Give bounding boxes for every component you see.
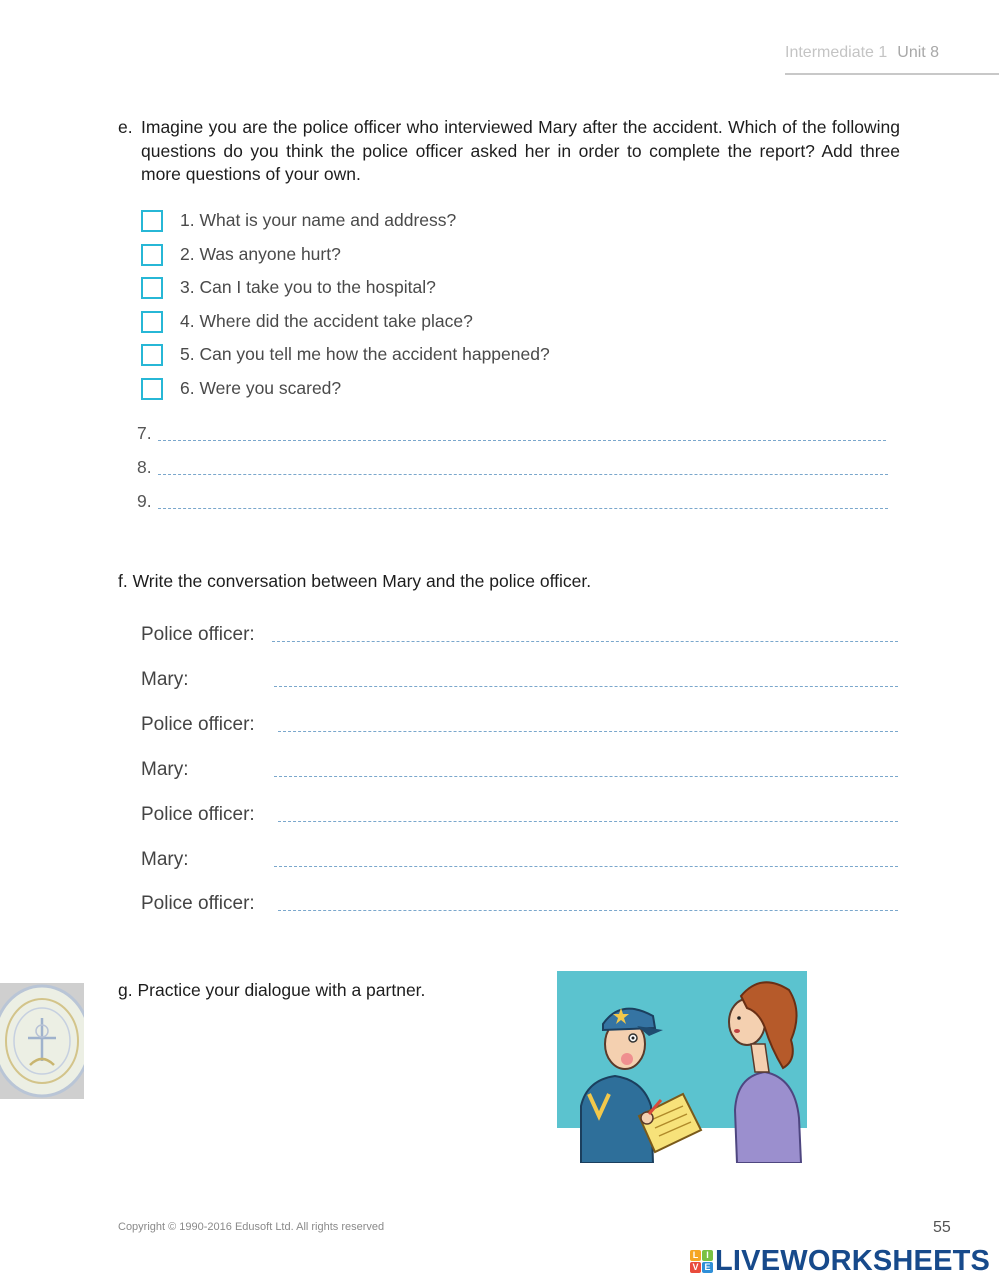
dialogue-line[interactable] xyxy=(274,866,898,867)
live-grid-icon xyxy=(690,1250,713,1273)
answer-line-7[interactable] xyxy=(158,440,886,441)
question-label: 5. Can you tell me how the accident happened? xyxy=(180,344,550,364)
blank-number: 8. xyxy=(137,457,152,477)
speaker-label: Mary: xyxy=(141,759,189,780)
brand-name: LIVEWORKSHEETS xyxy=(715,1244,991,1277)
logo-letter: V xyxy=(690,1262,701,1273)
speaker-label: Police officer: xyxy=(141,804,255,825)
dialogue-line[interactable] xyxy=(278,910,898,911)
speaker-label: Mary: xyxy=(141,669,189,690)
question-checkbox[interactable] xyxy=(141,311,163,333)
unit-label: Unit 8 xyxy=(897,44,940,61)
question-item xyxy=(141,275,436,300)
exercise-e-prompt xyxy=(118,116,900,187)
question-item xyxy=(141,242,341,267)
answer-line-8[interactable] xyxy=(158,474,888,475)
dialogue-line[interactable] xyxy=(272,641,898,642)
question-item xyxy=(141,342,550,367)
question-label: 1. What is your name and address? xyxy=(180,210,457,230)
dialogue-line[interactable] xyxy=(274,686,898,687)
seal-icon xyxy=(0,983,84,1099)
police-interview-illustration xyxy=(551,968,809,1163)
unit-header xyxy=(785,44,939,62)
header-divider xyxy=(785,73,999,75)
question-item xyxy=(141,376,341,401)
question-label: 3. Can I take you to the hospital? xyxy=(180,277,436,297)
speaker-label: Police officer: xyxy=(141,714,255,735)
exercise-f-prompt: f. Write the conversation between Mary and the police officer. xyxy=(118,571,592,591)
logo-letter: E xyxy=(702,1262,713,1273)
question-checkbox[interactable] xyxy=(141,210,163,232)
logo-letter: I xyxy=(702,1250,713,1261)
blank-number: 9. xyxy=(137,491,152,511)
question-label: 4. Where did the accident take place? xyxy=(180,311,473,331)
question-checkbox[interactable] xyxy=(141,378,163,400)
course-label: Intermediate 1 xyxy=(785,44,888,61)
dialogue-line[interactable] xyxy=(278,821,898,822)
officer-and-mary-illustration xyxy=(551,968,809,1163)
answer-line-9[interactable] xyxy=(158,508,888,509)
speaker-label: Police officer: xyxy=(141,893,255,914)
question-checkbox[interactable] xyxy=(141,244,163,266)
dialogue-line[interactable] xyxy=(278,731,898,732)
exercise-e-text: Imagine you are the police officer who interviewed Mary after the accident. Which of the following questions do you think the police officer asked her in order to complete the report? Add three more questions of your own. xyxy=(141,117,900,184)
liveworksheets-logo[interactable] xyxy=(690,1244,990,1278)
question-label: 2. Was anyone hurt? xyxy=(180,244,341,264)
speaker-label: Mary: xyxy=(141,849,189,870)
dialogue-line[interactable] xyxy=(274,776,898,777)
question-item xyxy=(141,208,456,233)
question-item xyxy=(141,309,473,334)
exercise-g-prompt: g. Practice your dialogue with a partner. xyxy=(118,980,426,1000)
exercise-e-letter: e. xyxy=(118,117,133,137)
question-checkbox[interactable] xyxy=(141,344,163,366)
blank-number: 7. xyxy=(137,423,152,443)
question-label: 6. Were you scared? xyxy=(180,378,342,398)
copyright-text: Copyright © 1990-2016 Edusoft Ltd. All rights reserved xyxy=(118,1221,385,1233)
question-checkbox[interactable] xyxy=(141,277,163,299)
university-seal xyxy=(0,983,84,1099)
speaker-label: Police officer: xyxy=(141,624,255,645)
page-number: 55 xyxy=(933,1219,951,1236)
logo-letter: L xyxy=(690,1250,701,1261)
